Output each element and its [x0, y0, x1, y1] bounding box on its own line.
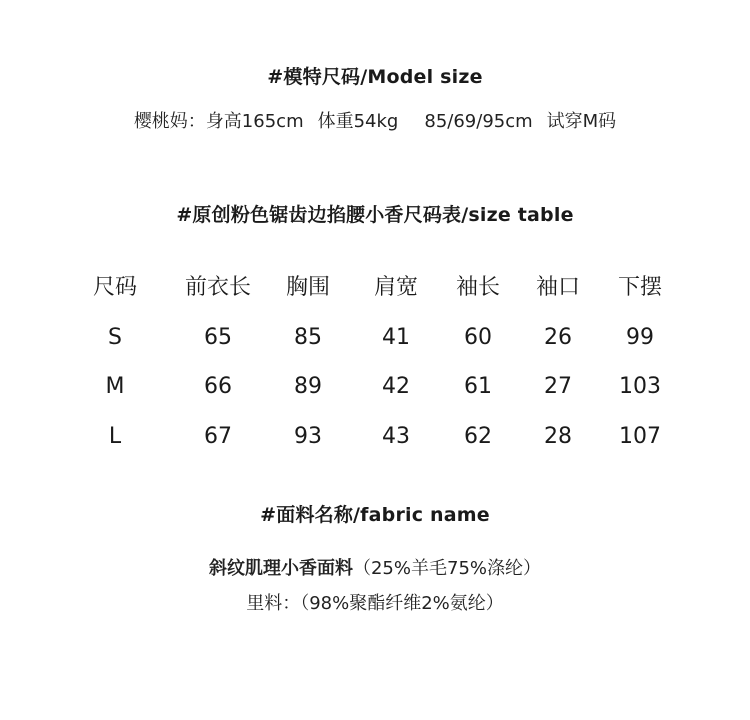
col-header-size: 尺码 — [92, 275, 138, 300]
cell-hem: 107 — [619, 424, 661, 449]
cell-shoulder: 42 — [382, 374, 410, 399]
model-weight: 体重54kg — [317, 111, 399, 132]
fabric-lining-line: 里料：（98%聚酯纤维2%氨纶） — [246, 593, 504, 614]
fabric-heading: #面料名称/fabric name — [260, 504, 490, 526]
table-row — [0, 417, 750, 457]
cell-sleeve-length: 61 — [464, 374, 492, 399]
cell-chest: 89 — [294, 374, 322, 399]
model-tried-size: 试穿M码 — [546, 111, 617, 132]
col-header-front-length: 前衣长 — [184, 275, 252, 300]
table-row — [0, 367, 750, 407]
cell-front-length: 65 — [204, 325, 232, 350]
model-measurements: 85/69/95cm — [424, 111, 533, 132]
model-info-line — [0, 107, 750, 133]
cell-front-length: 67 — [204, 424, 232, 449]
model-size-heading: #模特尺码/Model size — [267, 66, 483, 88]
col-header-chest: 胸围 — [285, 275, 331, 300]
cell-sleeve-length: 60 — [464, 325, 492, 350]
fabric-main-detail: （25%羊毛75%涤纶） — [352, 558, 541, 579]
cell-size: L — [108, 424, 122, 449]
col-header-cuff: 袖口 — [535, 275, 581, 300]
cell-chest: 85 — [294, 325, 322, 350]
model-name: 樱桃妈： — [133, 111, 206, 132]
col-header-hem: 下摆 — [617, 275, 663, 300]
cell-shoulder: 43 — [382, 424, 410, 449]
size-table-heading: #原创粉色锯齿边掐腰小香尺码表/size table — [176, 204, 574, 226]
cell-sleeve-length: 62 — [464, 424, 492, 449]
size-table-header-row — [0, 268, 750, 308]
cell-cuff: 27 — [544, 374, 572, 399]
fabric-main-label: 斜纹肌理小香面料 — [208, 558, 353, 579]
cell-cuff: 26 — [544, 325, 572, 350]
cell-size: M — [105, 374, 125, 399]
fabric-main-line — [0, 554, 750, 580]
cell-size: S — [108, 325, 122, 350]
cell-hem: 103 — [619, 374, 661, 399]
col-header-shoulder: 肩宽 — [373, 275, 419, 300]
cell-front-length: 66 — [204, 374, 232, 399]
cell-shoulder: 41 — [382, 325, 410, 350]
col-header-sleeve-length: 袖长 — [455, 275, 501, 300]
cell-chest: 93 — [294, 424, 322, 449]
model-height: 身高165cm — [205, 111, 304, 132]
table-row — [0, 318, 750, 358]
cell-hem: 99 — [626, 325, 654, 350]
cell-cuff: 28 — [544, 424, 572, 449]
